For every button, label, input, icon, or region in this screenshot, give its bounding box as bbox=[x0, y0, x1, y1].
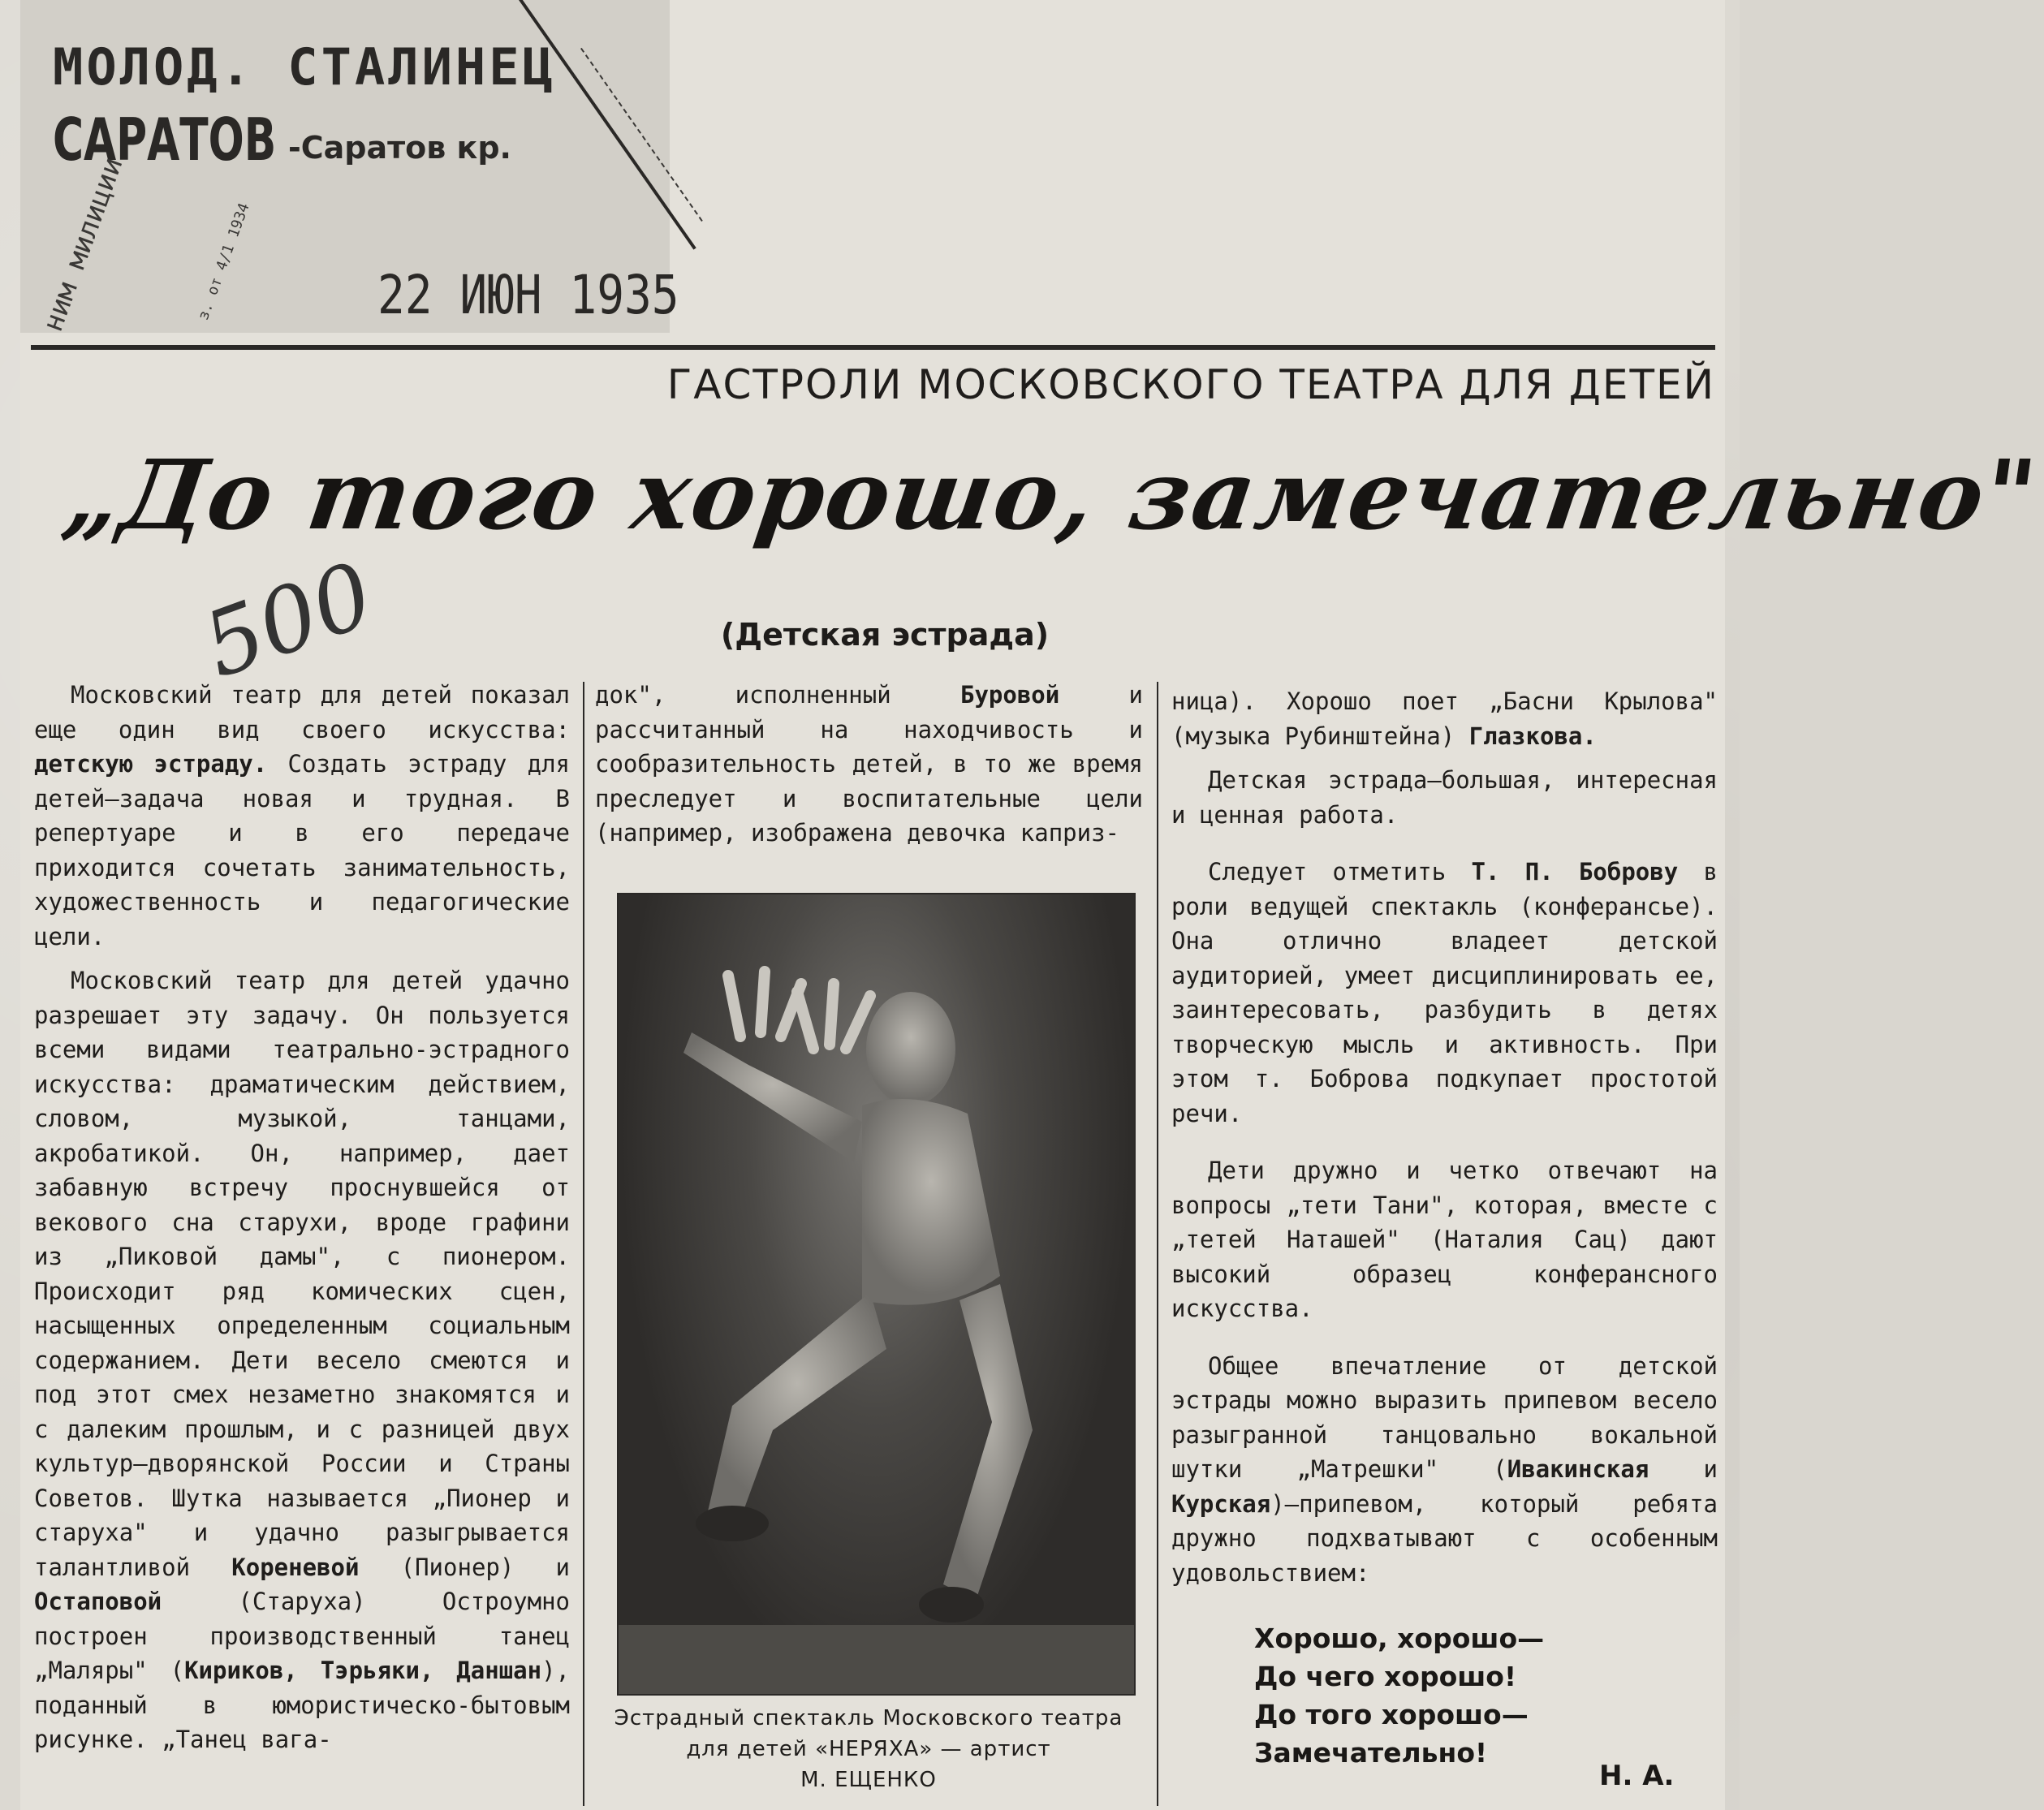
text-run-bold: Курская bbox=[1171, 1489, 1271, 1518]
pencil-mark: 500 bbox=[190, 541, 386, 699]
text-run-bold: детскую эстраду. bbox=[34, 750, 268, 778]
text-run-bold: Остаповой bbox=[34, 1588, 162, 1615]
text-run: и рассчитанный на находчивость и сообразительность детей, в то же время преследует и воспитательные цели (например, изображена девочка каприз- bbox=[595, 681, 1144, 847]
text-run: Московский театр для детей показал еще один вид своего искусства: bbox=[34, 681, 570, 743]
column-divider-2 bbox=[1157, 682, 1158, 1806]
verse-line: До чего хорошо! bbox=[1254, 1661, 1517, 1692]
top-rule bbox=[31, 345, 1715, 350]
verse-line: Хорошо, хорошо— bbox=[1254, 1623, 1545, 1654]
column3-paragraph-2: Детская эстрада—большая, интересная и ценная работа. bbox=[1171, 766, 1718, 829]
text-run: )—припевом, который ребята дружно подхватывают с особенным удовольствием: bbox=[1171, 1489, 1718, 1587]
stamp-city: САРАТОВ bbox=[53, 106, 277, 174]
column1-paragraph-1 bbox=[34, 678, 570, 954]
stamp-date: 22 ИЮН 1935 bbox=[377, 264, 679, 326]
article-column-1 bbox=[34, 678, 570, 1767]
text-run-bold: Глазкова. bbox=[1468, 722, 1597, 750]
photo-figure bbox=[619, 894, 1134, 1694]
text-run-bold: Кореневой bbox=[231, 1553, 360, 1581]
text-run-bold: Буровой bbox=[960, 681, 1060, 709]
verse-line: До того хорошо— bbox=[1254, 1699, 1529, 1730]
text-run: док", исполненный bbox=[595, 681, 891, 709]
article-column-2 bbox=[595, 678, 1143, 860]
figure-shoe-left bbox=[696, 1506, 769, 1541]
column2-paragraph-1 bbox=[595, 678, 1143, 851]
closing-verse bbox=[1254, 1619, 1544, 1772]
figure-right-hand bbox=[797, 984, 870, 1049]
photo-caption bbox=[593, 1703, 1145, 1795]
article-photo bbox=[617, 893, 1136, 1696]
column3-paragraph-1 bbox=[1171, 684, 1718, 753]
figure-leg-right bbox=[943, 1284, 1033, 1601]
column3-paragraph-4: Дети дружно и четко отвечают на вопросы „тети Тани", которая, вместе с „тетей Наташей" (Наталия Сац) дают высокий образец конферансного искусства. bbox=[1171, 1157, 1718, 1322]
stamp-newspaper-name: МОЛОД. СТАЛИНЕЦ bbox=[53, 37, 556, 97]
text-run: ), поданный в юмористическо-бытовым рисунке. „Танец вага- bbox=[34, 1657, 570, 1753]
article-subtitle: (Детская эстрада) bbox=[720, 617, 1050, 653]
text-run-bold: Кириков, Тэрьяки, Даншан bbox=[184, 1657, 542, 1684]
photo-floor bbox=[619, 1625, 1134, 1694]
author-signature: Н. А. bbox=[1599, 1760, 1675, 1792]
figure-shoe-right bbox=[919, 1587, 984, 1623]
stamp-region: -Саратов кр. bbox=[288, 130, 511, 166]
column1-paragraph-2 bbox=[34, 963, 570, 1757]
text-run: (Старуха) Остроумно построен производственный танец „Маляры" ( bbox=[34, 1588, 570, 1684]
verse-line: Замечательно! bbox=[1254, 1737, 1488, 1769]
figure-head bbox=[866, 992, 955, 1105]
figure-torso bbox=[862, 1099, 1000, 1305]
text-run: Создать эстраду для детей—задача новая и трудная. В репертуаре и в его передаче приходится сочетать занимательность, художественность и педагогические цели. bbox=[34, 750, 570, 950]
column3-paragraph-3 bbox=[1171, 855, 1718, 1131]
article-headline: „До того хорошо, замечательно" bbox=[57, 438, 2044, 551]
text-run: (Пионер) и bbox=[400, 1553, 570, 1581]
stamp-side-text: ним милиции bbox=[37, 153, 130, 336]
rubric-heading: ГАСТРОЛИ МОСКОВСКОГО ТЕАТРА ДЛЯ ДЕТЕЙ bbox=[666, 361, 1715, 408]
text-run: Следует отметить bbox=[1208, 858, 1447, 886]
column3-paragraph-5 bbox=[1171, 1349, 1718, 1591]
text-run: ница). Хорошо поет „Басни Крылова" (музыка Рубинштейна) bbox=[1171, 687, 1718, 750]
text-run: Общее впечатление от детской эстрады можно выразить припевом весело разыгранной танцовально вокальной шутки „Матрешки" ( bbox=[1171, 1351, 1718, 1483]
article-column-3 bbox=[1171, 684, 1718, 1600]
caption-line-2: М. ЕЩЕНКО bbox=[800, 1768, 937, 1792]
figure-left-hand bbox=[728, 972, 801, 1036]
text-run-bold: Т. П. Боброву bbox=[1471, 858, 1679, 886]
text-run-bold: Ивакинская bbox=[1507, 1455, 1649, 1483]
figure-leg-left bbox=[708, 1292, 886, 1519]
caption-line-1: Эстрадный спектакль Московского театра для детей «НЕРЯХА» — артист bbox=[614, 1706, 1123, 1761]
text-run: Московский театр для детей удачно разрешает эту задачу. Он пользуется всеми видами театрально-эстрадного искусства: драматическим действием, словом, музыкой, танцами, акробатикой. Он, например, дает забавную встречу проснувшейся от векового сна старухи, вроде графини из „Пиковой дамы", с пионером. Происходит ряд комических сцен, насыщенных определенным социальным содержанием. Дети весело смеются и под этот смех незаметно знакомятся и с далеким прошлым, и с разницей двух культур—дворянской России и Страны Советов. Шутка называется „Пионер и старуха" и удачно разыгрывается талантливой bbox=[34, 967, 570, 1581]
stamp-side-text-small: з. от 4/1 1934 bbox=[195, 200, 253, 323]
column-divider-1 bbox=[583, 682, 584, 1806]
figure-left-arm bbox=[683, 1032, 862, 1162]
text-run: в роли ведущей спектакль (конферансье). Она отлично владеет детской аудиторией, умеет дисциплинировать ее, заинтересовать, разбудить в детях творческую мысль и активность. При этом т. Боброва подкупает простотой речи. bbox=[1171, 858, 1718, 1127]
library-stamp bbox=[20, 0, 679, 336]
text-run: и bbox=[1703, 1455, 1718, 1483]
